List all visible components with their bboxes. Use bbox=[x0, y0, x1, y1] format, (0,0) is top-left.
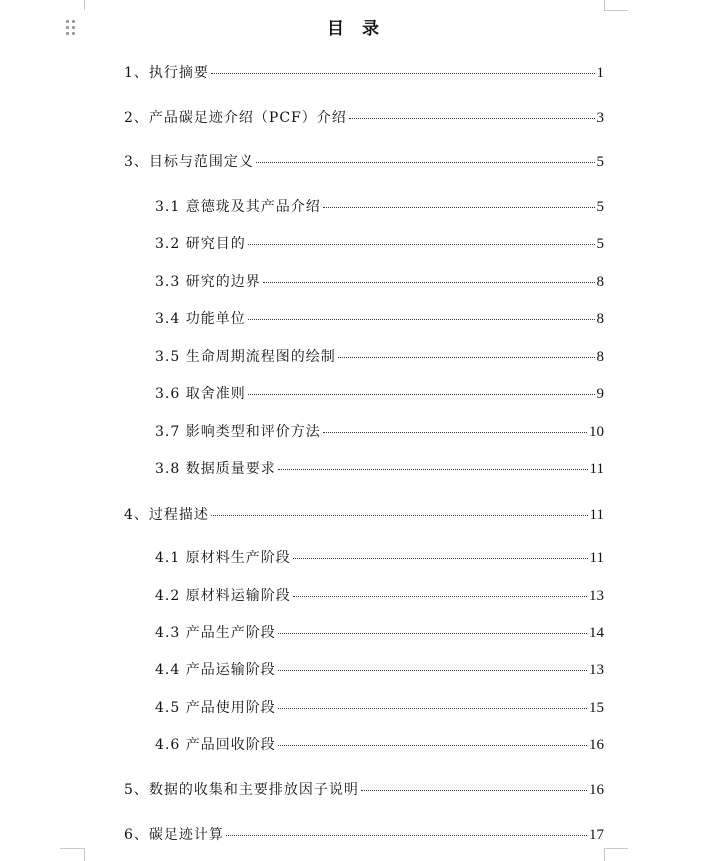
dot-leader bbox=[361, 790, 587, 791]
toc-entry-label: 5、数据的收集和主要排放因子说明 bbox=[124, 782, 359, 798]
toc-entry-page: 11 bbox=[589, 461, 604, 477]
toc-entry[interactable] bbox=[124, 505, 604, 525]
crop-mark-top-right bbox=[604, 0, 605, 10]
dot-leader bbox=[256, 162, 595, 163]
crop-mark-top-left bbox=[84, 0, 85, 10]
dot-leader bbox=[211, 73, 595, 74]
toc-entry-label: 2、产品碳足迹介绍（PCF）介绍 bbox=[124, 110, 347, 126]
toc-entry-page: 3 bbox=[596, 110, 604, 126]
toc-entry-page: 5 bbox=[596, 236, 604, 252]
dot-leader bbox=[323, 432, 587, 433]
dot-leader bbox=[263, 282, 595, 283]
toc-entry-page: 16 bbox=[589, 782, 604, 798]
toc-entry-label: 4.4 产品运输阶段 bbox=[155, 662, 276, 678]
toc-entry[interactable] bbox=[155, 623, 604, 643]
dot-leader bbox=[248, 244, 595, 245]
dot-leader bbox=[278, 670, 587, 671]
toc-entry-label: 3.5 生命周期流程图的绘制 bbox=[155, 349, 336, 365]
toc-entry-page: 9 bbox=[596, 386, 604, 402]
toc-entry-page: 17 bbox=[589, 827, 604, 843]
toc-entry[interactable] bbox=[155, 459, 604, 479]
toc-entry-page: 5 bbox=[596, 154, 604, 170]
toc-entry-page: 1 bbox=[596, 65, 604, 81]
toc-entry-page: 8 bbox=[596, 349, 604, 365]
toc-entry-label: 4.3 产品生产阶段 bbox=[155, 625, 276, 641]
toc-entry[interactable] bbox=[155, 272, 604, 292]
toc-entry[interactable] bbox=[155, 234, 604, 254]
toc-entry[interactable] bbox=[155, 698, 604, 718]
toc-entry-label: 4.2 原材料运输阶段 bbox=[155, 588, 291, 604]
toc-entry[interactable] bbox=[155, 309, 604, 329]
dot-leader bbox=[278, 745, 587, 746]
toc-entry-label: 3、目标与范围定义 bbox=[124, 154, 254, 170]
dot-leader bbox=[211, 515, 588, 516]
toc-entry-label: 1、执行摘要 bbox=[124, 65, 209, 81]
toc-entry-label: 3.7 影响类型和评价方法 bbox=[155, 424, 321, 440]
toc-entry-page: 13 bbox=[589, 588, 604, 604]
toc-title: 目 录 bbox=[327, 19, 385, 39]
dot-leader bbox=[323, 207, 595, 208]
toc-entry-label: 4.5 产品使用阶段 bbox=[155, 700, 276, 716]
toc-entry-label: 4.6 产品回收阶段 bbox=[155, 737, 276, 753]
toc-entry-page: 15 bbox=[589, 700, 604, 716]
toc-entry-page: 8 bbox=[596, 311, 604, 327]
toc-entry-label: 6、碳足迹计算 bbox=[124, 827, 224, 843]
toc-entry[interactable] bbox=[155, 422, 604, 442]
toc-entry[interactable] bbox=[155, 197, 604, 217]
dot-leader bbox=[293, 558, 588, 559]
dot-leader bbox=[338, 357, 595, 358]
toc-entry-page: 14 bbox=[589, 625, 604, 641]
dot-leader bbox=[278, 469, 588, 470]
toc-entry[interactable] bbox=[124, 63, 604, 83]
toc-entry[interactable] bbox=[155, 548, 604, 568]
dot-leader bbox=[278, 633, 587, 634]
toc-entry-label: 3.1 意德珑及其产品介绍 bbox=[155, 199, 321, 215]
toc-entry[interactable] bbox=[155, 586, 604, 606]
toc-entry[interactable] bbox=[155, 660, 604, 680]
crop-mark-bottom-left bbox=[84, 848, 85, 861]
dot-leader bbox=[226, 835, 587, 836]
toc-entry-page: 5 bbox=[596, 199, 604, 215]
toc-entry-page: 11 bbox=[589, 507, 604, 523]
toc-entry[interactable] bbox=[155, 384, 604, 404]
toc-entry[interactable] bbox=[124, 152, 604, 172]
crop-mark-bottom-right bbox=[604, 848, 605, 861]
toc-entry-label: 3.6 取舍准则 bbox=[155, 386, 246, 402]
toc-entry[interactable] bbox=[124, 108, 604, 128]
dot-leader bbox=[349, 118, 595, 119]
dot-leader bbox=[278, 708, 587, 709]
crop-mark-bottom-right-h bbox=[604, 848, 628, 849]
toc-entry-label: 3.3 研究的边界 bbox=[155, 274, 261, 290]
toc-entry-page: 16 bbox=[589, 737, 604, 753]
toc-entry[interactable] bbox=[155, 735, 604, 755]
toc-entry-page: 8 bbox=[596, 274, 604, 290]
toc-entry-label: 3.8 数据质量要求 bbox=[155, 461, 276, 477]
dot-leader bbox=[293, 596, 587, 597]
crop-mark-bottom-left-h bbox=[60, 848, 84, 849]
toc-entry-label: 4、过程描述 bbox=[124, 507, 209, 523]
toc-entry-label: 3.2 研究目的 bbox=[155, 236, 246, 252]
toc-entry-page: 10 bbox=[589, 424, 604, 440]
dot-leader bbox=[248, 319, 595, 320]
toc-entry-label: 3.4 功能单位 bbox=[155, 311, 246, 327]
dot-leader bbox=[248, 394, 595, 395]
crop-mark-top-right-h bbox=[604, 10, 628, 11]
toc-entry-label: 4.1 原材料生产阶段 bbox=[155, 550, 291, 566]
toc-entry[interactable] bbox=[124, 825, 604, 845]
toc-entry-page: 13 bbox=[589, 662, 604, 678]
toc-entry[interactable] bbox=[155, 347, 604, 367]
toc-entry-page: 11 bbox=[589, 550, 604, 566]
toc-entry[interactable] bbox=[124, 780, 604, 800]
